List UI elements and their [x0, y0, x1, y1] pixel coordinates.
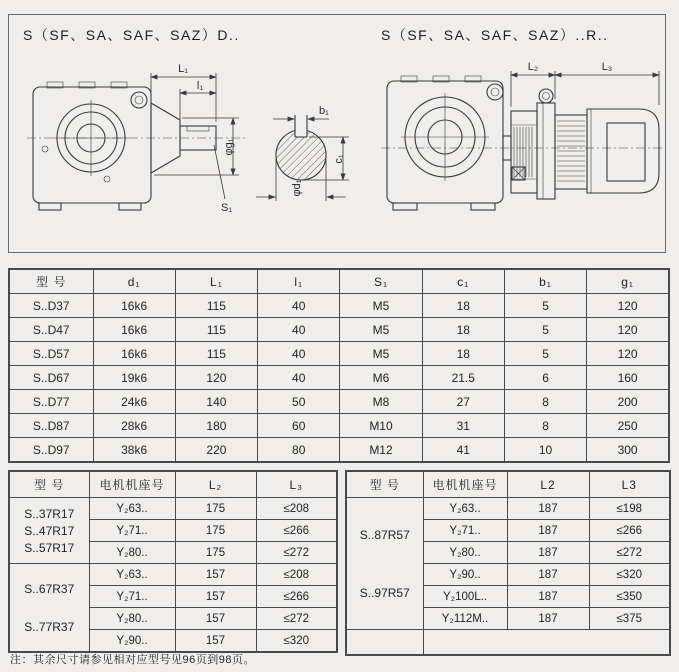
cell-c1: 41	[422, 438, 504, 463]
table-row	[9, 414, 669, 438]
cell-L2: 187	[507, 542, 589, 564]
cell-model-group	[346, 498, 423, 630]
reducer-side-view-diagram	[27, 63, 245, 214]
cell-model: S..D37	[9, 294, 93, 318]
cell-L3: ≤375	[589, 608, 670, 630]
cell-frame: Y₂80..	[89, 608, 175, 630]
model-label: S..47R17	[24, 523, 75, 538]
cell-frame: Y₂63..	[89, 564, 175, 586]
cell-frame: Y₂63..	[423, 498, 507, 520]
cell-c1: 18	[422, 294, 504, 318]
column-header-L2: L2	[507, 471, 589, 498]
cell-L1: 140	[175, 390, 257, 414]
dim-label-g1: φg₁	[223, 138, 235, 156]
cell-l1: 40	[258, 366, 340, 390]
cell-L3: ≤266	[256, 586, 337, 608]
cell-d1: 38k6	[93, 438, 175, 463]
cell-frame: Y₂63..	[89, 498, 175, 520]
cell-L3: ≤272	[256, 542, 337, 564]
cell-L2: 187	[507, 586, 589, 608]
cell-g1: 120	[587, 342, 669, 366]
dim-label-L2: L₂	[527, 61, 539, 73]
cell-frame: Y₂112M..	[423, 608, 507, 630]
cell-model-group	[9, 564, 89, 653]
cell-d1: 16k6	[93, 294, 175, 318]
model-label: S..67R37	[24, 581, 75, 596]
table-header-row	[9, 471, 337, 498]
cell-b1: 8	[504, 390, 586, 414]
reducer-with-motor-diagram	[381, 61, 663, 210]
cell-g1: 200	[587, 390, 669, 414]
cell-model: S..D57	[9, 342, 93, 366]
cell-d1: 16k6	[93, 318, 175, 342]
cell-S1: M5	[340, 342, 422, 366]
table-row	[9, 498, 337, 520]
cell-c1: 21.5	[422, 366, 504, 390]
table-row	[9, 294, 669, 318]
table-row	[9, 390, 669, 414]
diagram-panel	[8, 14, 666, 253]
column-header-d1: d₁	[93, 269, 175, 294]
column-header-l1: l₁	[258, 269, 340, 294]
model-label: S..37R17	[24, 506, 75, 521]
cell-frame: Y₂100L..	[423, 586, 507, 608]
column-header-model: 型 号	[9, 269, 93, 294]
model-label: S..57R17	[24, 540, 75, 555]
cell-g1: 160	[587, 366, 669, 390]
cell-frame: Y₂80..	[89, 542, 175, 564]
cell-b1: 5	[504, 342, 586, 366]
cell-S1: M8	[340, 390, 422, 414]
cell-L2: 157	[175, 586, 256, 608]
column-header-model: 型 号	[346, 471, 423, 498]
cell-L2: 157	[175, 630, 256, 653]
cell-frame: Y₂71..	[89, 520, 175, 542]
cell-model: S..D67	[9, 366, 93, 390]
cell-g1: 250	[587, 414, 669, 438]
cell-frame: Y₂90..	[89, 630, 175, 653]
cell-L2: 175	[175, 498, 256, 520]
right-diagram-title: S（SF、SA、SAF、SAZ）..R..	[381, 27, 609, 43]
cell-g1: 120	[587, 318, 669, 342]
cell-l1: 40	[258, 318, 340, 342]
dim-label-L1: L₁	[178, 63, 188, 75]
table-row	[9, 342, 669, 366]
cell-L2: 175	[175, 542, 256, 564]
cell-L1: 220	[175, 438, 257, 463]
cell-frame: Y₂80..	[423, 542, 507, 564]
cell-L3: ≤272	[256, 608, 337, 630]
column-header-L2: L₂	[175, 471, 256, 498]
dim-label-L3: L₃	[601, 61, 613, 73]
cell-model: S..D47	[9, 318, 93, 342]
column-header-S1: S₁	[340, 269, 422, 294]
column-header-frame: 电机机座号	[89, 471, 175, 498]
footnote: 注：其余尺寸请参见相对应型号见96页到98页。	[10, 654, 255, 666]
cell-L3: ≤208	[256, 564, 337, 586]
cell-L2: 175	[175, 520, 256, 542]
left-diagram-title: S（SF、SA、SAF、SAZ）D..	[23, 27, 240, 43]
cell-b1: 10	[504, 438, 586, 463]
cell-frame: Y₂90..	[423, 564, 507, 586]
dim-label-c1: c₁	[333, 154, 345, 164]
cell-L3: ≤266	[256, 520, 337, 542]
cell-frame: Y₂71..	[89, 586, 175, 608]
cell-l1: 40	[258, 294, 340, 318]
cell-model: S..D97	[9, 438, 93, 463]
cell-L3: ≤350	[589, 586, 670, 608]
motor-frame-table-right	[345, 470, 671, 656]
cell-L1: 180	[175, 414, 257, 438]
column-header-frame: 电机机座号	[423, 471, 507, 498]
table-header-row	[9, 269, 669, 294]
cell-S1: M5	[340, 318, 422, 342]
cell-L1: 115	[175, 318, 257, 342]
cell-d1: 19k6	[93, 366, 175, 390]
column-header-L3: L3	[589, 471, 670, 498]
cell-l1: 60	[258, 414, 340, 438]
table-row	[9, 438, 669, 463]
cell-L3: ≤198	[589, 498, 670, 520]
cell-d1: 24k6	[93, 390, 175, 414]
cell-b1: 5	[504, 294, 586, 318]
column-header-L3: L₃	[256, 471, 337, 498]
empty-cell	[423, 630, 670, 656]
cell-b1: 8	[504, 414, 586, 438]
column-header-model: 型 号	[9, 471, 89, 498]
cell-g1: 120	[587, 294, 669, 318]
cell-b1: 6	[504, 366, 586, 390]
cell-c1: 31	[422, 414, 504, 438]
cell-L3: ≤320	[589, 564, 670, 586]
technical-drawing	[9, 15, 665, 252]
table-row	[9, 318, 669, 342]
dimension-table	[8, 268, 670, 463]
shaft-cross-section-diagram	[256, 105, 349, 201]
table-row	[346, 498, 670, 520]
cell-L3: ≤208	[256, 498, 337, 520]
cell-g1: 300	[587, 438, 669, 463]
cell-c1: 18	[422, 342, 504, 366]
cell-L3: ≤266	[589, 520, 670, 542]
dim-label-b1: b₁	[319, 105, 329, 117]
cell-L2: 187	[507, 498, 589, 520]
cell-model-group	[9, 498, 89, 564]
cell-L1: 115	[175, 294, 257, 318]
cell-L2: 157	[175, 608, 256, 630]
dim-label-l1: l₁	[196, 80, 204, 92]
cell-model: S..D87	[9, 414, 93, 438]
dim-label-d1: φd₁	[291, 179, 303, 197]
column-header-b1: b₁	[504, 269, 586, 294]
cell-S1: M12	[340, 438, 422, 463]
empty-cell	[346, 630, 423, 656]
cell-l1: 40	[258, 342, 340, 366]
table-header-row	[346, 471, 670, 498]
column-header-L1: L₁	[175, 269, 257, 294]
cell-b1: 5	[504, 318, 586, 342]
motor-frame-table-left	[8, 470, 338, 653]
cell-d1: 28k6	[93, 414, 175, 438]
cell-L1: 120	[175, 366, 257, 390]
model-label: S..97R57	[359, 585, 410, 600]
cell-L2: 187	[507, 608, 589, 630]
model-label: S..77R37	[24, 619, 75, 634]
cell-S1: M6	[340, 366, 422, 390]
cell-S1: M10	[340, 414, 422, 438]
column-header-c1: c₁	[422, 269, 504, 294]
cell-c1: 18	[422, 318, 504, 342]
cell-L3: ≤272	[589, 542, 670, 564]
cell-S1: M5	[340, 294, 422, 318]
column-header-g1: g₁	[587, 269, 669, 294]
cell-l1: 50	[258, 390, 340, 414]
cell-L2: 187	[507, 520, 589, 542]
cell-l1: 80	[258, 438, 340, 463]
cell-L3: ≤320	[256, 630, 337, 653]
table-row	[9, 564, 337, 586]
cell-frame: Y₂71..	[423, 520, 507, 542]
table-row	[9, 366, 669, 390]
cell-c1: 27	[422, 390, 504, 414]
cell-model: S..D77	[9, 390, 93, 414]
cell-L2: 157	[175, 564, 256, 586]
model-label: S..87R57	[359, 527, 410, 542]
cell-L2: 187	[507, 564, 589, 586]
cell-L1: 115	[175, 342, 257, 366]
table-row	[346, 630, 670, 656]
dim-label-S1: S₁	[221, 202, 233, 214]
cell-d1: 16k6	[93, 342, 175, 366]
